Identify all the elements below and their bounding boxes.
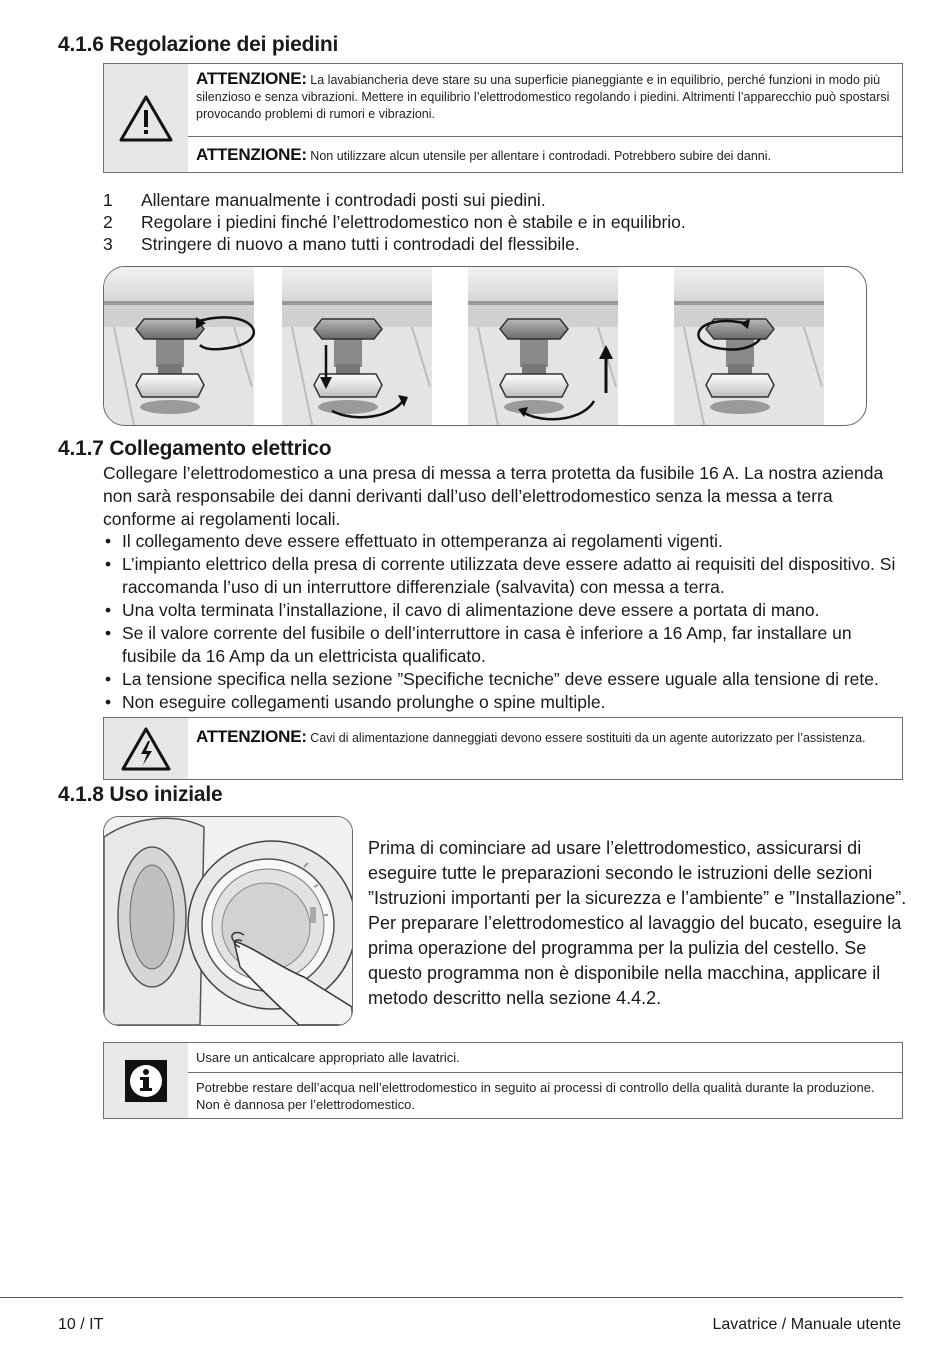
page-number: 10 / IT (58, 1316, 104, 1333)
warning-2 (188, 137, 902, 165)
washing-machine-door-illustration (103, 816, 353, 1026)
warning-1 (188, 64, 902, 132)
step-number: 1 (103, 190, 113, 210)
warning-icon-cell (104, 64, 188, 172)
info-icon (125, 1060, 167, 1102)
list-item: • Se il valore corrente del fusibile o dell’interruttore in casa è inferiore a 16 Amp, far installare un fusibile da 16 Amp da un elettricista qualificato. (103, 622, 903, 668)
step-text: Stringere di nuovo a mano tutti i controdadi del flessibile. (141, 234, 580, 254)
info-box (103, 1042, 903, 1119)
warning-text: Non utilizzare alcun utensile per allentare i controdadi. Potrebbero subire dei danni. (310, 149, 771, 163)
feet-illustration-graphic (104, 267, 866, 425)
electrical-bullets (103, 530, 903, 714)
info-icon-cell (104, 1043, 188, 1118)
warning-3 (188, 718, 902, 747)
list-item: • Una volta terminata l’installazione, il cavo di alimentazione deve essere a portata di mano. (103, 599, 903, 622)
warning-box-feet (103, 63, 903, 173)
document-title: Lavatrice / Manuale utente (712, 1316, 901, 1333)
warning-label: ATTENZIONE: (196, 69, 307, 88)
step-number: 3 (103, 234, 113, 254)
info-text-1: Usare un anticalcare appropriato alle lavatrici. (196, 1050, 460, 1065)
warning-text: Cavi di alimentazione danneggiati devono essere sostituiti da un agente autorizzato per l’assistenza. (310, 731, 866, 745)
section-title-416: 4.1.6 Regolazione dei piedini (58, 33, 339, 56)
warning-text: La lavabiancheria deve stare su una superficie pianeggiante e in equilibrio, perché funzioni in modo più silenzioso e senza vibrazioni. Mettere in equilibrio l’elettrodomestico regolando i piedini. Altrimenti l’apparecchio può spostarsi provocando problemi di rumori e vibrazioni. (196, 73, 890, 121)
steps-list (103, 189, 903, 255)
list-item: • L’impianto elettrico della presa di corrente utilizzata deve essere adatto ai requisiti del dispositivo. Si raccomanda l’uso di un interruttore differenziale (salvavita) con messa a terra. (103, 553, 903, 599)
warning-label: ATTENZIONE: (196, 727, 307, 746)
list-item (103, 233, 903, 255)
electric-hazard-icon (120, 726, 172, 772)
list-item (103, 211, 903, 233)
step-text: Allentare manualmente i controdadi posti sui piedini. (141, 190, 546, 210)
info-text-2: Potrebbe restare dell’acqua nell’elettrodomestico in seguito ai processi di controllo della qualità durante la produzione. Non è dannosa per l’elettrodomestico. (196, 1080, 875, 1112)
warning-triangle-icon (118, 93, 174, 143)
list-item (103, 189, 903, 211)
section-title-417: 4.1.7 Collegamento elettrico (58, 437, 332, 460)
footer-divider (0, 1297, 903, 1298)
list-item: • Non eseguire collegamenti usando prolunghe o spine multiple. (103, 691, 903, 714)
feet-adjustment-illustration (103, 266, 867, 426)
warning-box-electrical (103, 717, 903, 780)
initial-use-paragraph: Prima di cominciare ad usare l’elettrodomestico, assicurarsi di eseguire tutte le preparazioni secondo le istruzioni delle sezioni ”Istruzioni importanti per la sicurezza e l’ambiente” e ”Installazione”. Per preparare l’elettrodomestico al lavaggio del bucato, eseguire la prima operazione del programma per la pulizia del cestello. Se questo programma non è disponibile nella macchina, applicare il metodo descritto nella sezione 4.4.2. (368, 838, 907, 1008)
warning-label: ATTENZIONE: (196, 145, 307, 164)
electrical-intro: Collegare l’elettrodomestico a una presa di messa a terra protetta da fusibile 16 A. La nostra azienda non sarà responsabile dei danni derivanti dall’uso dell’elettrodomestico senza la messa a terra conforme ai regolamenti locali. (103, 463, 884, 529)
section-title-418: 4.1.8 Uso iniziale (58, 783, 223, 806)
washer-door-graphic (104, 817, 352, 1025)
list-item: • La tensione specifica nella sezione ”Specifiche tecniche” deve essere uguale alla tensione di rete. (103, 668, 903, 691)
step-number: 2 (103, 212, 113, 232)
electric-icon-cell (104, 718, 188, 779)
list-item: • Il collegamento deve essere effettuato in ottemperanza ai regolamenti vigenti. (103, 530, 903, 553)
step-text: Regolare i piedini finché l’elettrodomestico non è stabile e in equilibrio. (141, 212, 686, 232)
